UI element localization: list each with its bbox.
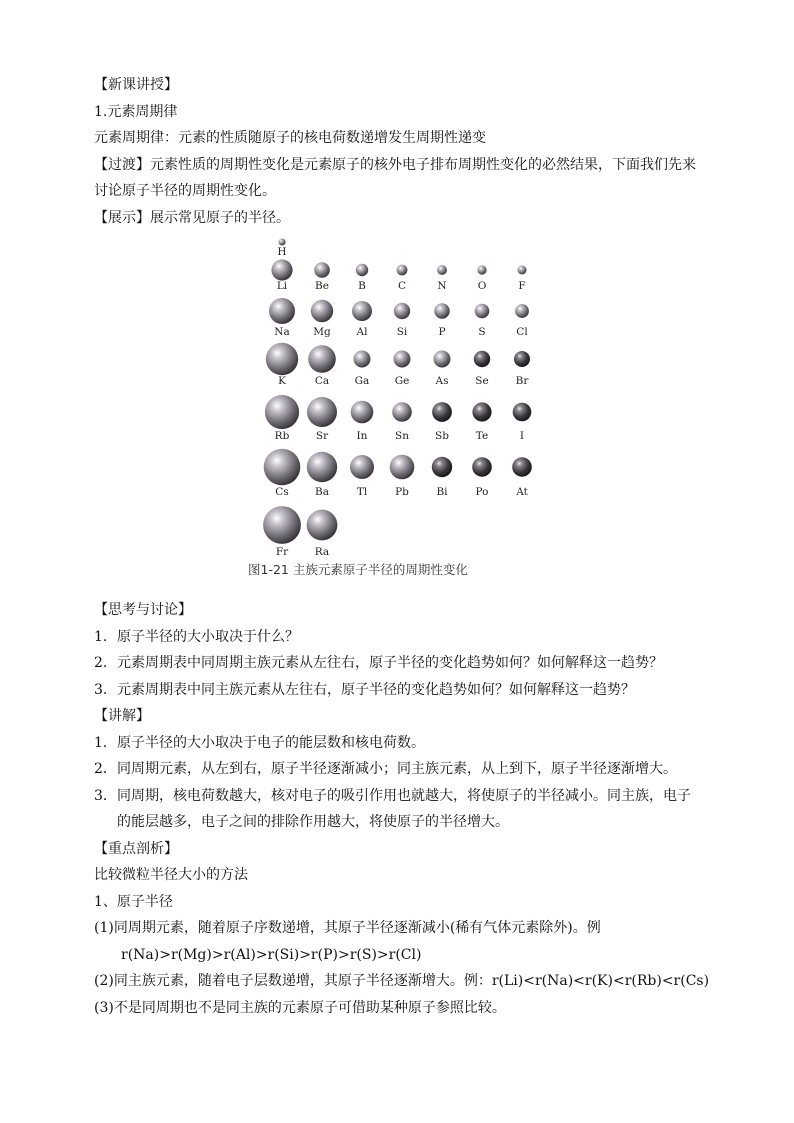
atom-sphere-se bbox=[474, 351, 490, 367]
document-page bbox=[94, 74, 714, 1023]
rule-1-text: (1)同周期元素，随着原子序数递增，其原子半径逐渐减小(稀有气体元素除外)。例 bbox=[94, 920, 601, 936]
element-label-sn: Sn bbox=[395, 430, 409, 442]
explanation-item-text: 原子半径的大小取决于电子的能层数和核电荷数。 bbox=[117, 734, 425, 751]
explanation-item-text: 同周期元素，从左到右，原子半径逐渐减小；同主族元素，从上到下，原子半径逐渐增大。 bbox=[117, 761, 677, 777]
atom-sphere-s bbox=[475, 304, 490, 319]
section-heading-explain: 【讲解】 bbox=[94, 708, 150, 724]
element-label-mg: Mg bbox=[313, 326, 331, 338]
atom-sphere-p bbox=[434, 303, 449, 318]
element-label-na: Na bbox=[274, 326, 290, 338]
topic-heading: 1.元素周期律 bbox=[94, 103, 178, 120]
atom-sphere-h bbox=[279, 239, 286, 246]
question-item-text: 元素周期表中同主族元素从左往右，原子半径的变化趋势如何？如何解释这一趋势？ bbox=[117, 681, 635, 698]
rule-2-text: (2)同主族元素，随着电子层数递增，其原子半径逐渐增大。例：r(Li)<r(Na)<r(K)<r(Rb)<r(Cs) bbox=[94, 973, 710, 989]
compare-title: 比较微粒半径大小的方法 bbox=[94, 867, 248, 883]
section-heading-think: 【思考与讨论】 bbox=[94, 602, 192, 618]
element-label-at: At bbox=[516, 486, 528, 498]
element-label-bi: Bi bbox=[436, 486, 448, 498]
explanation-list bbox=[94, 732, 714, 812]
atom-radius-heading: 1、原子半径 bbox=[94, 893, 173, 910]
section-heading-key: 【重点剖析】 bbox=[94, 840, 178, 857]
figure-caption: 图1-21 主族元素原子半径的周期性变化 bbox=[248, 562, 468, 577]
question-item-number: 2. bbox=[94, 655, 108, 671]
element-label-sb: Sb bbox=[435, 430, 449, 442]
question-item-3 bbox=[94, 679, 714, 706]
element-label-po: Po bbox=[475, 486, 489, 498]
atom-sphere-po bbox=[472, 457, 492, 477]
element-label-tl: Tl bbox=[356, 486, 368, 498]
atom-sphere-c bbox=[397, 265, 408, 276]
element-label-o: O bbox=[477, 280, 487, 292]
explanation-item-1 bbox=[94, 732, 714, 759]
transition-text-line-2: 讨论原子半径的周期性变化。 bbox=[94, 183, 276, 199]
atom-sphere-pb bbox=[390, 455, 415, 480]
atom-sphere-as bbox=[434, 351, 451, 368]
atom-sphere-i bbox=[513, 403, 532, 422]
rule-1-example: r(Na)>r(Mg)>r(Al)>r(Si)>r(P)>r(S)>r(Cl) bbox=[121, 946, 422, 963]
atom-sphere-in bbox=[351, 401, 374, 424]
atom-sphere-ra bbox=[307, 510, 338, 541]
atom-sphere-sr bbox=[307, 397, 337, 427]
element-label-ca: Ca bbox=[314, 375, 330, 387]
explanation-item-number: 3． bbox=[94, 787, 117, 804]
atom-sphere-rb bbox=[265, 395, 299, 429]
atom-sphere-mg bbox=[311, 300, 333, 322]
atom-sphere-al bbox=[352, 301, 372, 321]
element-label-c: C bbox=[397, 280, 407, 292]
element-label-cl: Cl bbox=[516, 326, 528, 338]
question-item-1 bbox=[94, 626, 714, 653]
element-label-ge: Ge bbox=[394, 375, 410, 387]
element-label-se: Se bbox=[475, 375, 489, 387]
atom-sphere-si bbox=[394, 303, 410, 319]
question-item-2 bbox=[94, 652, 714, 679]
element-label-cs: Cs bbox=[275, 486, 289, 498]
element-label-n: N bbox=[437, 280, 447, 292]
atom-sphere-b bbox=[356, 264, 368, 276]
explanation-item-3 bbox=[94, 785, 714, 812]
atom-sphere-n bbox=[437, 265, 447, 275]
question-item-number: 3. bbox=[94, 681, 108, 698]
atom-sphere-ga bbox=[354, 351, 371, 368]
element-label-ga: Ga bbox=[354, 375, 370, 387]
element-label-h: H bbox=[277, 246, 287, 258]
section-heading-new-lesson: 【新课讲授】 bbox=[94, 77, 178, 93]
element-label-rb: Rb bbox=[274, 430, 290, 442]
explanation-3-continuation: 的能层越多，电子之间的排除作用越大，将使原子的半径增大。 bbox=[117, 814, 509, 830]
element-label-k: K bbox=[278, 375, 286, 387]
atom-sphere-tl bbox=[350, 455, 374, 479]
element-label-b: B bbox=[358, 280, 366, 292]
show-text: 【展示】展示常见原子的半径。 bbox=[94, 209, 290, 226]
element-label-te: Te bbox=[475, 430, 489, 442]
element-label-s: S bbox=[478, 326, 486, 338]
element-label-in: In bbox=[356, 430, 368, 442]
atom-sphere-li bbox=[271, 259, 292, 280]
atom-sphere-na bbox=[269, 298, 295, 324]
atom-sphere-sb bbox=[432, 402, 452, 422]
atom-sphere-ca bbox=[308, 345, 336, 373]
element-label-p: P bbox=[438, 326, 446, 338]
element-label-al: Al bbox=[356, 326, 368, 338]
element-label-br: Br bbox=[515, 375, 529, 387]
element-label-sr: Sr bbox=[315, 430, 329, 442]
atom-sphere-sn bbox=[392, 402, 412, 422]
atom-sphere-br bbox=[514, 351, 530, 367]
element-label-i: I bbox=[519, 430, 525, 442]
element-label-ba: Ba bbox=[315, 486, 329, 498]
element-label-be: Be bbox=[315, 280, 329, 292]
atom-sphere-k bbox=[266, 343, 298, 375]
element-label-fr: Fr bbox=[275, 546, 289, 558]
atom-sphere-o bbox=[477, 265, 486, 274]
element-label-f: F bbox=[518, 280, 526, 292]
rule-3-text: (3)不是同周期也不是同主族的元素原子可借助某种原子参照比较。 bbox=[94, 999, 506, 1016]
atom-sphere-f bbox=[518, 266, 527, 275]
question-list bbox=[94, 626, 714, 706]
element-label-pb: Pb bbox=[395, 486, 409, 498]
explanation-item-number: 2． bbox=[94, 761, 117, 777]
atom-sphere-at bbox=[512, 457, 532, 477]
question-item-number: 1. bbox=[94, 628, 108, 645]
atom-sphere-ge bbox=[394, 351, 411, 368]
explanation-item-2 bbox=[94, 758, 714, 785]
explanation-item-number: 1． bbox=[94, 734, 117, 751]
atom-sphere-be bbox=[314, 262, 330, 278]
element-label-as: As bbox=[435, 375, 449, 387]
question-item-text: 元素周期表中同周期主族元素从左往右，原子半径的变化趋势如何？如何解释这一趋势？ bbox=[117, 655, 663, 671]
transition-text-line-1: 【过渡】元素性质的周期性变化是元素原子的核外电子排布周期性变化的必然结果，下面我们先来 bbox=[94, 156, 696, 173]
atomic-radius-figure bbox=[240, 235, 560, 587]
atom-sphere-te bbox=[472, 402, 491, 421]
atom-sphere-cs bbox=[264, 449, 301, 486]
definition-text: 元素周期律：元素的性质随原子的核电荷数递增发生周期性递变 bbox=[94, 130, 486, 146]
element-label-si: Si bbox=[396, 326, 408, 338]
element-label-li: Li bbox=[276, 280, 288, 292]
element-label-ra: Ra bbox=[314, 546, 330, 558]
atom-sphere-bi bbox=[432, 457, 452, 477]
explanation-item-text: 同周期，核电荷数越大，核对电子的吸引作用也就越大，将使原子的半径减小。同主族，电子 bbox=[117, 787, 691, 804]
atom-sphere-fr bbox=[263, 506, 301, 544]
atom-sphere-cl bbox=[515, 304, 529, 318]
atom-sphere-ba bbox=[307, 452, 337, 482]
question-item-text: 原子半径的大小取决于什么？ bbox=[117, 628, 299, 645]
